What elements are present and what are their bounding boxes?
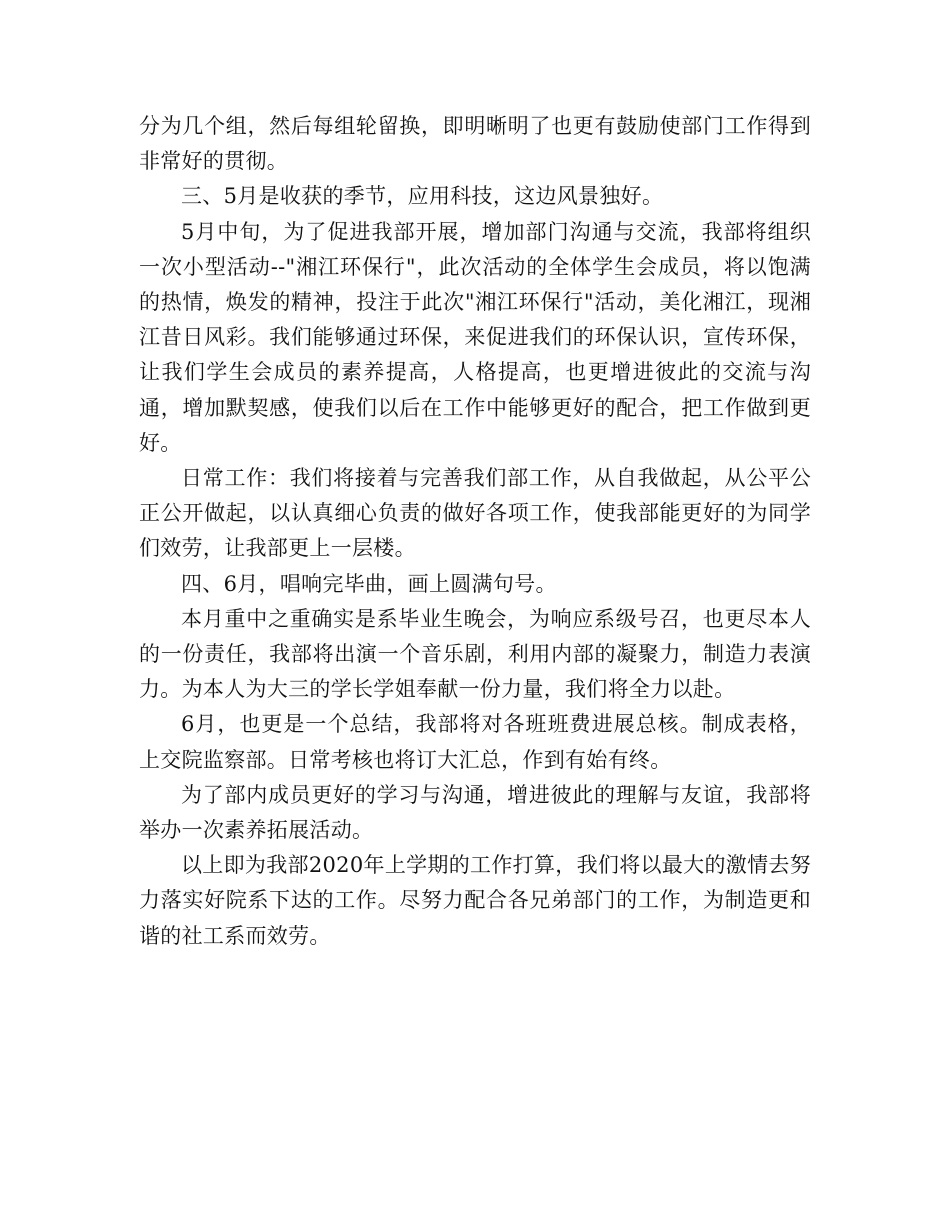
paragraph: 6月，也更是一个总结，我部将对各班班费进展总核。制成表格，上交院监察部。日常考核也将订大汇总，作到有始有终。	[139, 712, 811, 772]
document-body	[139, 109, 811, 954]
paragraph: 为了部内成员更好的学习与沟通，增进彼此的理解与友谊，我部将举办一次素养拓展活动。	[139, 782, 811, 843]
paragraph: 5月中旬，为了促进我部开展，增加部门沟通与交流，我部将组织一次小型活动--"湘江环保行"，此次活动的全体学生会成员，将以饱满的热情，焕发的精神，投注于此次"湘江环保行"活动，美化湘江，现湘江昔日风彩。我们能够通过环保，来促进我们的环保认识，宣传环保，让我们学生会成员的素养提高，人格提高，也更增进彼此的交流与沟通，增加默契感，使我们以后在工作中能够更好的配合，把工作做到更好。	[139, 219, 811, 455]
paragraph: 以上即为我部2020年上学期的工作打算，我们将以最大的激情去努力落实好院系下达的工作。尽努力配合各兄弟部门的工作，为制造更和谐的社工系而效劳。	[139, 853, 811, 948]
section-heading-june: 四、6月，唱响完毕曲，画上圆满句号。	[181, 571, 557, 596]
paragraph: 分为几个组，然后每组轮留换，即明晰明了也更有鼓励使部门工作得到非常好的贯彻。	[139, 114, 811, 174]
section-heading-may: 三、5月是收获的季节，应用科技，这边风景独好。	[181, 184, 664, 209]
paragraph: 日常工作：我们将接着与完善我们部工作，从自我做起，从公平公正公开做起，以认真细心负责的做好各项工作，使我部能更好的为同学们效劳，让我部更上一层楼。	[139, 466, 811, 561]
paragraph: 本月重中之重确实是系毕业生晚会，为响应系级号召，也更尽本人的一份责任，我部将出演一个音乐剧，利用内部的凝聚力，制造力表演力。为本人为大三的学长学姐奉献一份力量，我们将全力以赴。	[139, 606, 811, 702]
